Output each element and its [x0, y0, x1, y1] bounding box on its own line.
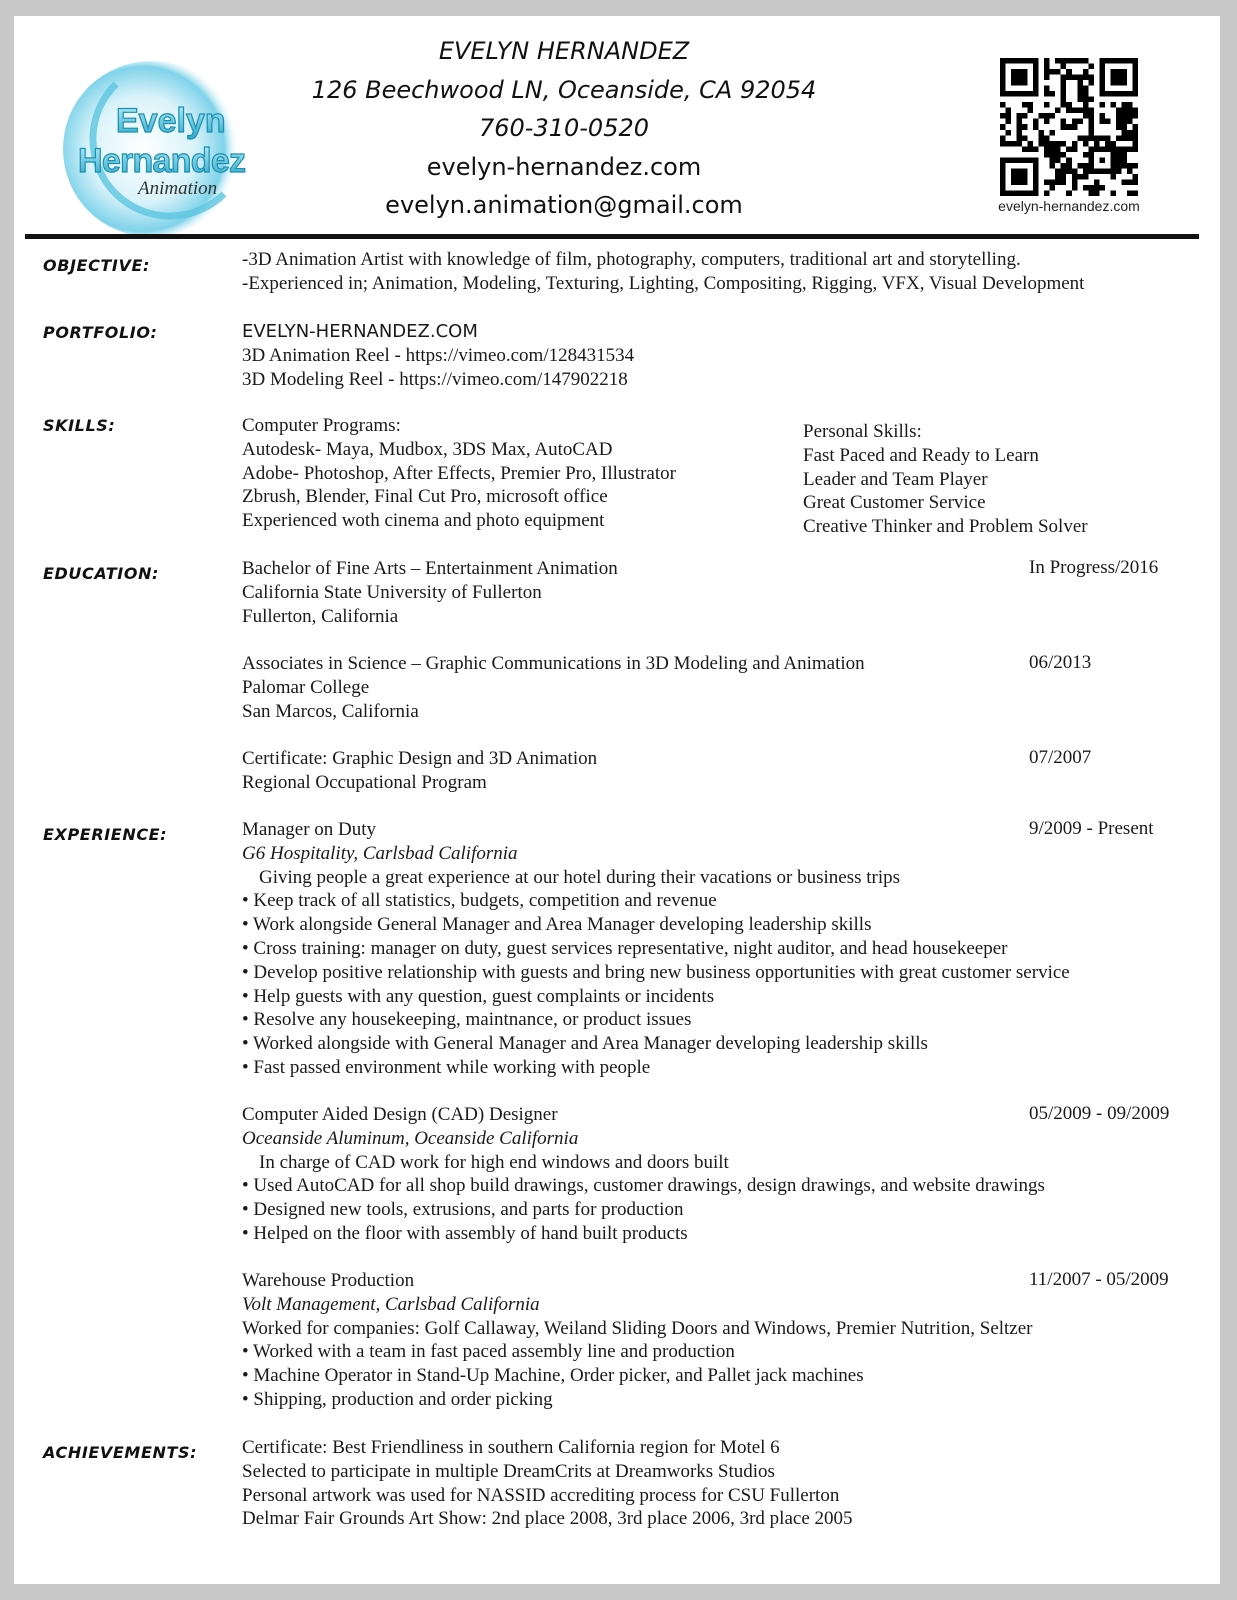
education-date: In Progress/2016 — [1029, 557, 1159, 578]
job-date: 9/2009 - Present — [1029, 818, 1154, 839]
section-label-portfolio: PORTFOLIO: — [43, 323, 158, 342]
job-bullet: • Worked with a team in fast paced assembly line and production — [242, 1341, 735, 1363]
skill-item: Autodesk- Maya, Mudbox, 3DS Max, AutoCAD — [242, 438, 613, 460]
achievement-item: Personal artwork was used for NASSID accrediting process for CSU Fullerton — [242, 1484, 840, 1506]
modeling-reel-link[interactable] — [242, 368, 634, 392]
animation-reel-link[interactable] — [242, 344, 634, 368]
job-summary: Giving people a great experience at our hotel during their vacations or business trips — [259, 866, 901, 888]
job-bullet: • Machine Operator in Stand-Up Machine, Order picker, and Pallet jack machines — [242, 1365, 864, 1387]
school: Palomar College — [242, 676, 370, 698]
location: San Marcos, California — [242, 700, 419, 722]
animation-reel-label: 3D Animation Reel — [242, 344, 390, 366]
skill-item: Experienced woth cinema and photo equipment — [242, 510, 605, 532]
resume-page — [14, 16, 1220, 1584]
job-bullet: • Fast passed environment while working with people — [242, 1056, 651, 1078]
section-label-objective: OBJECTIVE: — [43, 256, 150, 275]
skill-item: Fast Paced and Ready to Learn — [803, 444, 1039, 466]
personal-skills-heading: Personal Skills: — [803, 421, 922, 442]
education-entry — [242, 652, 865, 723]
experience-entry — [242, 1103, 1045, 1246]
job-bullet: • Helped on the floor with assembly of hand built products — [242, 1222, 688, 1244]
job-bullet: • Keep track of all statistics, budgets, competition and revenue — [242, 890, 717, 912]
achievement-item: Delmar Fair Grounds Art Show: 2nd place 2008, 3rd place 2006, 3rd place 2005 — [242, 1508, 853, 1530]
education-entry — [242, 747, 597, 795]
skill-item: Adobe- Photoshop, After Effects, Premier Pro, Illustrator — [242, 462, 676, 484]
company: G6 Hospitality, Carlsbad California — [242, 842, 518, 864]
header-divider — [25, 234, 1199, 239]
skill-item: Zbrush, Blender, Final Cut Pro, microsoft office — [242, 486, 608, 508]
contact-block — [264, 32, 864, 225]
objective-line: -Experienced in; Animation, Modeling, Texturing, Lighting, Compositing, Rigging, VFX, Visual Development — [242, 272, 1085, 294]
job-title: Warehouse Production — [242, 1270, 415, 1291]
job-title: Computer Aided Design (CAD) Designer — [242, 1104, 558, 1125]
modeling-reel-label: 3D Modeling Reel - — [242, 368, 395, 390]
job-bullet: • Designed new tools, extrusions, and parts for production — [242, 1199, 684, 1221]
qr-caption: evelyn-hernandez.com — [998, 198, 1140, 214]
company: Oceanside Aluminum, Oceanside California — [242, 1127, 579, 1149]
logo-text-last: Hernandez — [78, 142, 246, 180]
section-label-skills: SKILLS: — [43, 416, 116, 435]
experience-entry — [242, 818, 1070, 1080]
job-date: 11/2007 - 05/2009 — [1029, 1269, 1169, 1290]
logo-text-animation: Animation — [138, 178, 218, 199]
degree-title: Associates in Science – Graphic Communications in 3D Modeling and Animation — [242, 653, 865, 674]
section-label-achievements: ACHIEVEMENTS: — [43, 1443, 198, 1462]
computer-skills — [242, 414, 676, 533]
job-bullet: • Worked alongside with General Manager and Area Manager developing leadership skills — [242, 1033, 928, 1055]
portfolio-block — [242, 320, 634, 391]
objective-line: -3D Animation Artist with knowledge of film, photography, computers, traditional art and storytelling. — [242, 249, 1021, 270]
job-title: Manager on Duty — [242, 819, 377, 840]
job-summary: Worked for companies: Golf Callaway, Weiland Sliding Doors and Windows, Premier Nutrition, Seltzer — [242, 1317, 1033, 1339]
degree-title: Bachelor of Fine Arts – Entertainment Animation — [242, 558, 618, 579]
achievement-item: Certificate: Best Friendliness in southern California region for Motel 6 — [242, 1437, 780, 1458]
section-label-education: EDUCATION: — [43, 564, 160, 583]
experience-entry — [242, 1269, 1033, 1412]
evelyn-hernandez-animation-logo — [56, 54, 286, 244]
location: Fullerton, California — [242, 605, 399, 627]
email-link[interactable]: evelyn.animation@gmail.com — [385, 191, 743, 219]
achievements-list — [242, 1436, 853, 1531]
education-date: 06/2013 — [1029, 652, 1092, 673]
job-bullet: • Shipping, production and order picking — [242, 1388, 553, 1410]
school: Regional Occupational Program — [242, 771, 487, 793]
animation-reel-url: - https://vimeo.com/128431534 — [389, 344, 635, 366]
phone: 760-310-0520 — [478, 114, 649, 142]
company: Volt Management, Carlsbad California — [242, 1293, 540, 1315]
job-date: 05/2009 - 09/2009 — [1029, 1103, 1170, 1124]
job-bullet: • Used AutoCAD for all shop build drawings, customer drawings, design drawings, and website drawings — [242, 1175, 1045, 1197]
skill-item: Leader and Team Player — [803, 468, 988, 490]
education-date: 07/2007 — [1029, 747, 1092, 768]
computer-skills-heading: Computer Programs: — [242, 415, 401, 436]
qr-code[interactable] — [1000, 58, 1138, 196]
address: 126 Beechwood LN, Oceanside, CA 92054 — [311, 75, 817, 104]
education-entry — [242, 557, 618, 628]
logo-text-first: Evelyn — [116, 102, 226, 140]
personal-skills — [803, 420, 1088, 539]
skill-item: Great Customer Service — [803, 492, 986, 514]
skill-item: Creative Thinker and Problem Solver — [803, 516, 1088, 538]
school: California State University of Fullerton — [242, 581, 542, 603]
degree-title: Certificate: Graphic Design and 3D Animation — [242, 748, 598, 769]
achievement-item: Selected to participate in multiple DreamCrits at Dreamworks Studios — [242, 1460, 775, 1482]
modeling-reel-url: https://vimeo.com/147902218 — [394, 368, 628, 390]
objective-text — [242, 248, 1084, 296]
job-bullet: • Work alongside General Manager and Area Manager developing leadership skills — [242, 914, 872, 936]
job-summary: In charge of CAD work for high end windows and doors built — [259, 1151, 729, 1173]
applicant-name: EVELYN HERNANDEZ — [438, 37, 690, 65]
job-bullet: • Resolve any housekeeping, maintnance, or product issues — [242, 1009, 692, 1031]
website-link[interactable]: evelyn-hernandez.com — [426, 152, 702, 181]
section-label-experience: EXPERIENCE: — [43, 825, 168, 844]
job-bullet: • Help guests with any question, guest complaints or incidents — [242, 985, 715, 1007]
job-bullet: • Cross training: manager on duty, guest services representative, night auditor, and head housekeeper — [242, 937, 1008, 959]
portfolio-site-link[interactable]: EVELYN-HERNANDEZ.COM — [242, 321, 478, 342]
job-bullet: • Develop positive relationship with guests and bring new business opportunities with great customer service — [242, 961, 1070, 983]
